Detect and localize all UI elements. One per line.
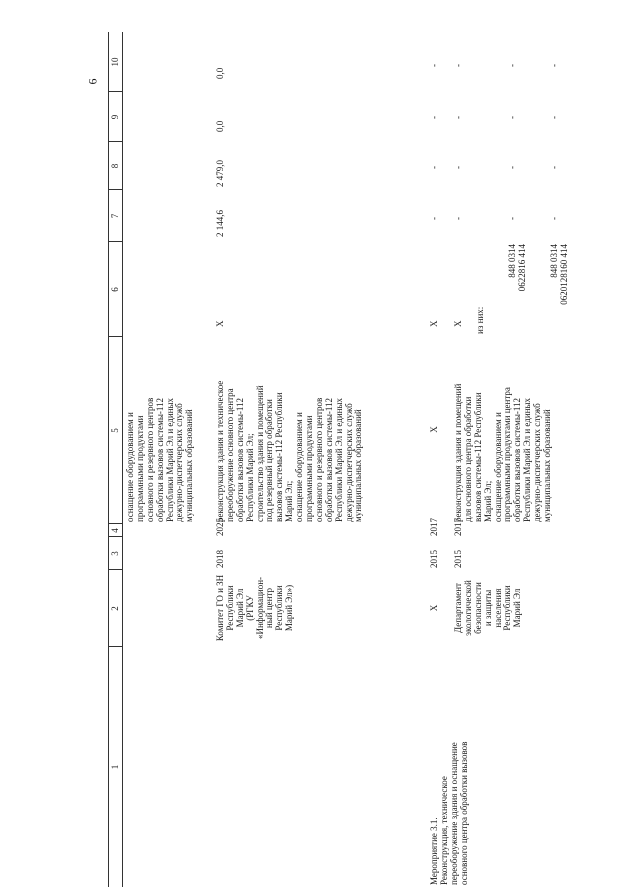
col-header-9: 9 (110, 114, 120, 120)
col-header-3: 3 (110, 551, 120, 556)
value-2017-sub2: - (549, 166, 559, 169)
end-year: 2017 (453, 518, 463, 536)
budget-code: Х (453, 320, 463, 327)
value-2019: 0,0 (215, 67, 225, 79)
value-2019-sub1: - (507, 64, 517, 67)
end-year: 2025 (215, 518, 225, 536)
page-number: 6 (85, 78, 100, 85)
continuation-description: оснащение оборудованием и программными продуктами основного и резервного центров обработки вызовов системы-112 Республики Марий Эл и единых дежурно-диспетчерских служб муниципальных образований (125, 397, 195, 522)
budget-code: Х (215, 320, 225, 327)
budget-code: Х (429, 320, 439, 327)
budget-table (108, 32, 578, 887)
header-bottom-border (122, 32, 123, 887)
value-2017: - (429, 166, 439, 169)
activity-description: Х (429, 426, 439, 433)
col-header-1: 1 (110, 764, 120, 770)
activity-description: реконструкция здания и помещений для основного центра обработки вызовов системы-112 Республики Марий Эл; оснащение оборудованием и программными продуктами центра обработки вызовов системы-112 Республики Марий Эл и единых дежурно-диспетчерских служб муниципальных образований (453, 383, 553, 522)
col-header-8: 8 (110, 163, 120, 169)
executor-department: Департамент экологической безопасности и защиты населения Республики Марий Эл (453, 580, 523, 636)
value-2018-sub2: - (549, 116, 559, 119)
value-2019: - (429, 64, 439, 67)
value-2019-sub2: - (549, 64, 559, 67)
col-header-2: 2 (110, 606, 120, 611)
value-2018: - (453, 116, 463, 119)
col-header-7: 7 (110, 213, 120, 219)
value-2016: - (429, 217, 439, 220)
including-label: из них: (475, 306, 485, 334)
col-header-5: 5 (110, 428, 120, 433)
start-year: 2015 (453, 550, 463, 568)
col-header-10: 10 (110, 57, 120, 67)
value-2018: - (429, 116, 439, 119)
value-2016: 2 144,6 (215, 210, 225, 237)
value-2018-sub1: - (507, 116, 517, 119)
start-year: 2018 (215, 550, 225, 568)
budget-code-sub2: 848 0314 0620128160 414 (549, 244, 569, 305)
value-2017-sub1: - (507, 166, 517, 169)
col-header-4: 4 (110, 528, 120, 533)
start-year: 2015 (429, 550, 439, 568)
value-2018: 0,0 (215, 120, 225, 132)
value-2019: - (453, 64, 463, 67)
budget-code-sub1: 848 0314 0622816 414 (507, 244, 527, 292)
executor-komitet: Комитет ГО и ЗН Республики Марий Эл (РГКУ «Информацион- ный центр Республики Марий Эл») (215, 574, 295, 642)
value-2016: - (453, 217, 463, 220)
activity-description: реконструкция здания и техническое переоборужение основного центра обработки вызовов системы-112 Республики Марий Эл; строительство здания и помещений под резервный центр обработки вызовов системы-112 Республики Марий Эл; оснащение оборудованием и программными продуктами основного и резервного центров обработки вызовов системы-112 Республики Марий Эл и единых дежурно-диспетчерских служб муниципальных образований (215, 380, 364, 522)
measure-title: Мероприятие 3.1. Реконструкция, техническое переоборужение здания и оснащение основного центра обработки вызовов (429, 741, 469, 885)
value-2017: 2 479,0 (215, 160, 225, 187)
value-2017: - (453, 166, 463, 169)
end-year: 2017 (429, 518, 439, 536)
executor: Х (429, 604, 439, 612)
col-header-6: 6 (110, 287, 120, 292)
value-2016-sub1: - (507, 217, 517, 220)
value-2016-sub2: - (549, 217, 559, 220)
